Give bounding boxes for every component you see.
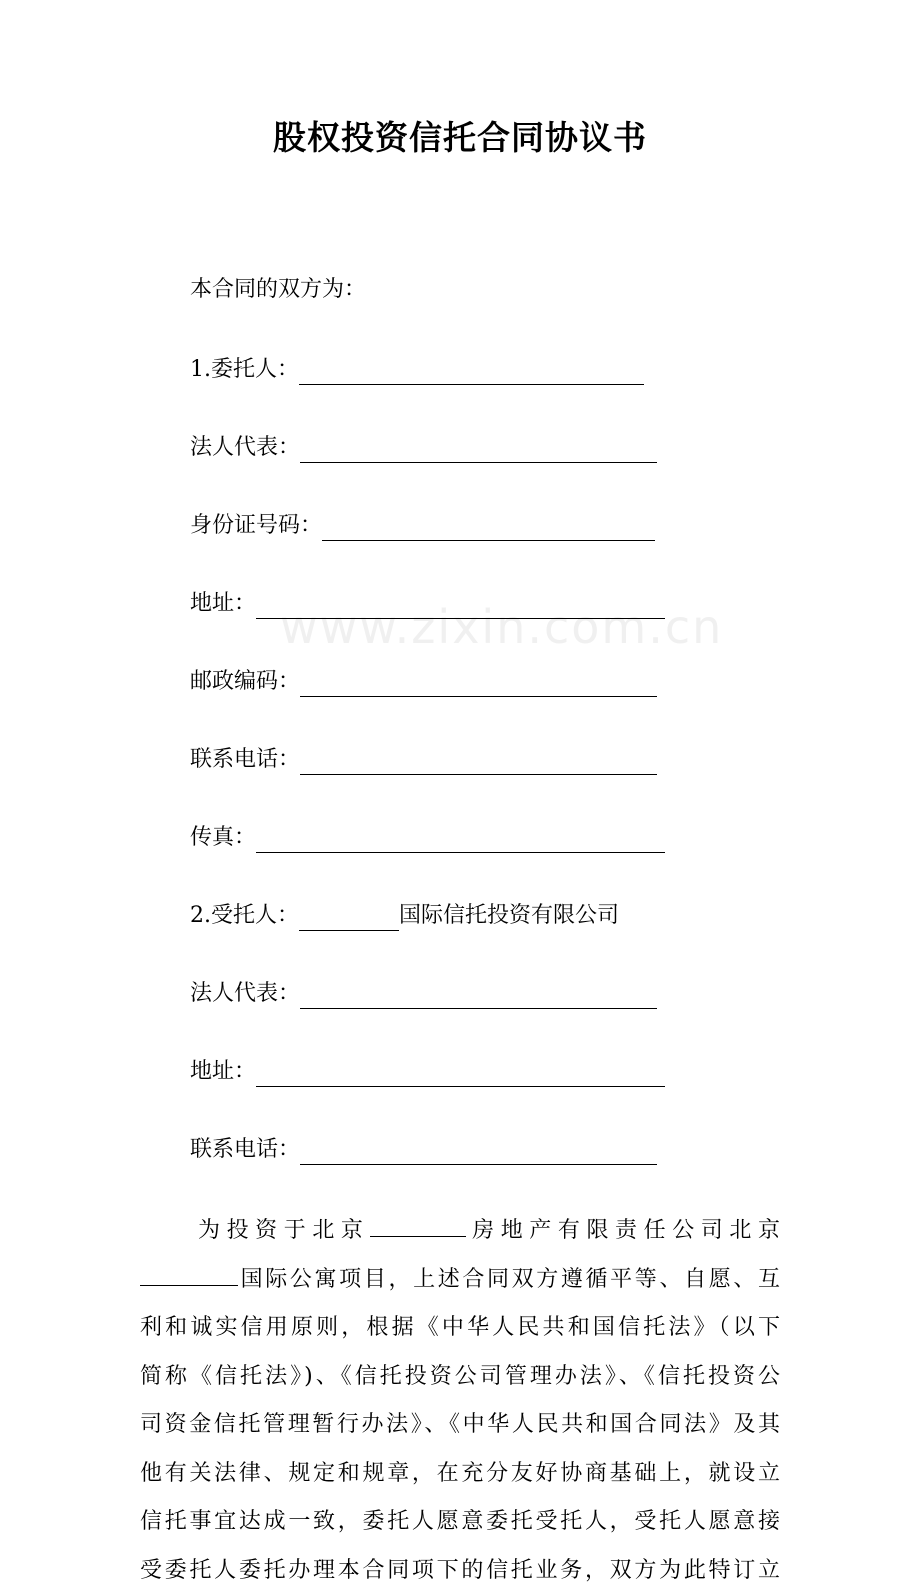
fax-row (190, 823, 920, 853)
phone-label-1: 联系电话： (190, 745, 300, 775)
trustor-label: 1.委托人： (190, 355, 299, 385)
trustor-blank[interactable] (299, 360, 644, 385)
paragraph-line-8: 受委托人委托办理本合同项下的信托业务，双方为此特订立 (140, 1547, 780, 1595)
legal-rep-row-2 (190, 979, 920, 1009)
address-label-1: 地址： (190, 589, 256, 619)
paragraph-line-5: 司资金信托管理暂行办法》、《中华人民共和国合同法》及其 (140, 1401, 780, 1450)
legal-rep-label-2: 法人代表： (190, 979, 300, 1009)
address-label-2: 地址： (190, 1057, 256, 1087)
body-paragraph (140, 1207, 780, 1595)
paragraph-line-3: 利和诚实信用原则，根据《中华人民共和国信托法》（以下 (140, 1304, 780, 1353)
address-blank-2[interactable] (256, 1062, 665, 1087)
legal-rep-blank-2[interactable] (300, 984, 657, 1009)
paragraph-line-2 (140, 1256, 780, 1305)
address-row-2 (190, 1057, 920, 1087)
paragraph-line-1-a: 为投资于北京 (198, 1218, 370, 1243)
watermark: www.zixin.com.cn (280, 600, 723, 654)
intro-text: 本合同的双方为： (190, 275, 920, 305)
phone-label-2: 联系电话： (190, 1135, 300, 1165)
paragraph-line-2-text: 国际公寓项目，上述合同双方遵循平等、自愿、互 (238, 1267, 780, 1292)
trustee-row (190, 901, 920, 931)
fax-blank[interactable] (256, 828, 665, 853)
company-blank[interactable] (370, 1214, 466, 1237)
document-title: 股权投资信托合同协议书 (0, 112, 920, 159)
address-row-1 (190, 589, 920, 619)
id-label: 身份证号码： (190, 511, 322, 541)
legal-rep-blank-1[interactable] (300, 438, 657, 463)
id-blank[interactable] (322, 516, 655, 541)
project-blank[interactable] (140, 1263, 238, 1286)
trustee-name-suffix: 国际信托投资有限公司 (399, 901, 619, 931)
paragraph-line-1 (140, 1207, 780, 1256)
legal-rep-label-1: 法人代表： (190, 433, 300, 463)
phone-blank-2[interactable] (300, 1140, 657, 1165)
trustee-blank[interactable] (299, 906, 399, 931)
fax-label: 传真： (190, 823, 256, 853)
phone-row-2 (190, 1135, 920, 1165)
postcode-label: 邮政编码： (190, 667, 300, 697)
paragraph-line-6: 他有关法律、规定和规章，在充分友好协商基础上，就设立 (140, 1450, 780, 1499)
paragraph-line-1-b: 房地产有限责任公司北京 (466, 1218, 780, 1243)
paragraph-line-7: 信托事宜达成一致，委托人愿意委托受托人，受托人愿意接 (140, 1498, 780, 1547)
trustee-label: 2.受托人： (190, 901, 299, 931)
postcode-row (190, 667, 920, 697)
paragraph-line-4: 简称《信托法》)、《信托投资公司管理办法》、《信托投资公 (140, 1353, 780, 1402)
id-row (190, 511, 920, 541)
phone-blank-1[interactable] (300, 750, 657, 775)
postcode-blank[interactable] (300, 672, 657, 697)
legal-rep-row-1 (190, 433, 920, 463)
trustor-row (190, 355, 920, 385)
phone-row-1 (190, 745, 920, 775)
address-blank-1[interactable] (256, 594, 665, 619)
